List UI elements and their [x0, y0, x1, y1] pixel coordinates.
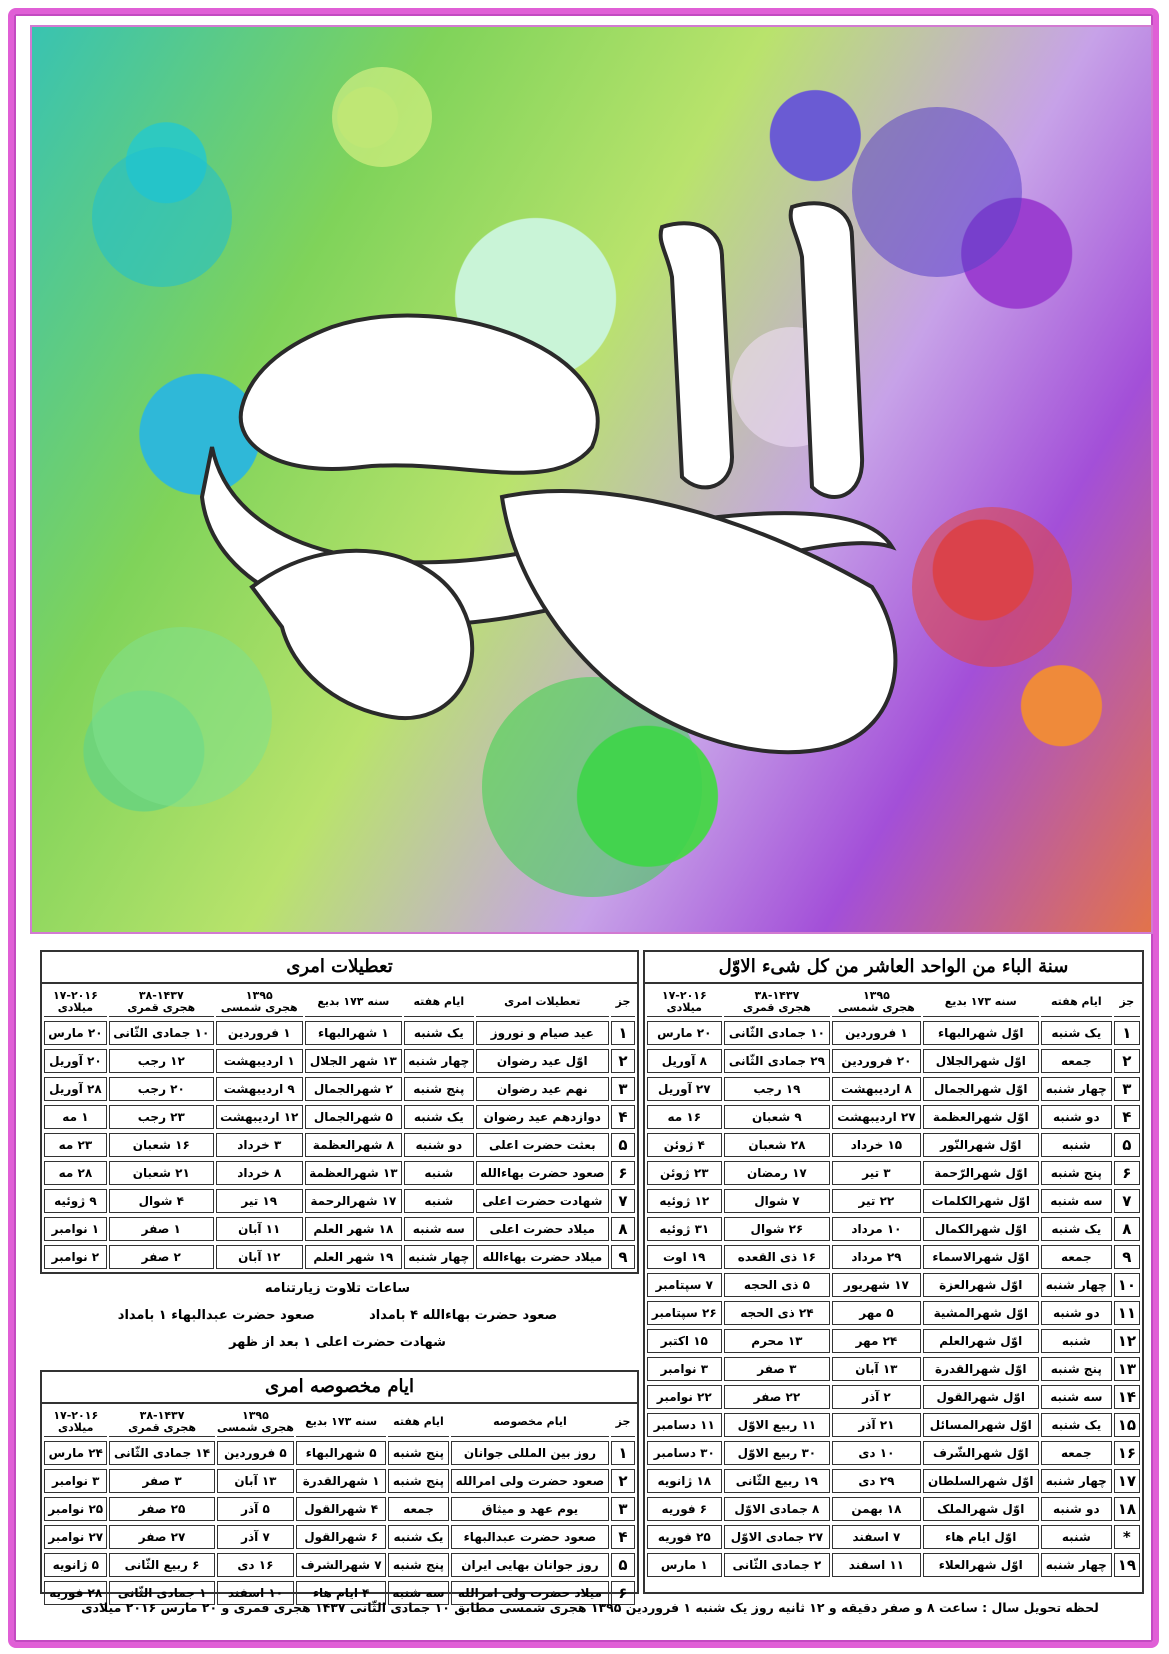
table-cell: ۱	[611, 1021, 635, 1045]
table-cell: ۲۷ اردیبهشت	[832, 1105, 920, 1129]
table-cell: ۲۸ فوریه	[44, 1581, 107, 1605]
table-cell: ۲۰ فروردین	[832, 1049, 920, 1073]
calendar-header: ۱۳۹۵ هجری شمسی	[832, 988, 920, 1017]
special_days-header: سنه ۱۷۳ بدیع	[296, 1408, 386, 1437]
table-cell: ۲۸ مه	[44, 1161, 107, 1185]
table-cell: ۵	[1114, 1133, 1140, 1157]
table-cell: ۱ شهرالقدرة	[296, 1469, 386, 1493]
table-cell: ۲ نوامبر	[44, 1245, 107, 1269]
table-cell: ۹	[611, 1245, 635, 1269]
table-cell: ۲۵ صفر	[109, 1497, 214, 1521]
table-cell: ۱۰ مرداد	[832, 1217, 920, 1241]
table-cell: ۱۲ رجب	[109, 1049, 214, 1073]
table-cell: ۳	[611, 1497, 635, 1521]
table-cell: ۱۸ بهمن	[832, 1497, 920, 1521]
table-cell: یک شنبه	[1041, 1217, 1112, 1241]
table-row	[44, 1245, 635, 1269]
table-cell: پنج شنبه	[1041, 1357, 1112, 1381]
table-cell: ۴	[611, 1525, 635, 1549]
special_days-header: ۳۸-۱۴۳۷ هجری قمری	[109, 1408, 214, 1437]
table-cell: چهار شنبه	[1041, 1469, 1112, 1493]
table-cell: ۱۸ ژانویه	[647, 1469, 722, 1493]
table-cell: جمعه	[1041, 1245, 1112, 1269]
table-cell: ۲۷ صفر	[109, 1525, 214, 1549]
special-days-panel	[40, 1370, 639, 1603]
table-row	[44, 1469, 635, 1493]
table-cell: ۳ تیر	[832, 1161, 920, 1185]
table-cell: ۸ خرداد	[216, 1161, 303, 1185]
table-cell: ۶	[611, 1161, 635, 1185]
table-cell: پنج شنبه	[404, 1077, 474, 1101]
holidays-header: ۱۷-۲۰۱۶ میلادی	[44, 988, 107, 1017]
table-cell: ۲	[611, 1049, 635, 1073]
table-cell: شهادت حضرت اعلی	[476, 1189, 609, 1213]
table-cell: ۱ فروردین	[832, 1021, 920, 1045]
table-cell: اوّل شهرالبهاء	[923, 1021, 1039, 1045]
table-cell: ۱۷	[1114, 1469, 1140, 1493]
table-cell: جمعه	[1041, 1441, 1112, 1465]
table-cell: ۱	[1114, 1021, 1140, 1045]
notes-line2: شهادت حضرت اعلی ۱ بعد از ظهر	[229, 1335, 446, 1350]
table-cell: یوم عهد و میثاق	[451, 1497, 609, 1521]
table-cell: ۷	[1114, 1189, 1140, 1213]
table-cell: ۵	[611, 1133, 635, 1157]
table-cell: ۱۳ آبان	[832, 1357, 920, 1381]
table-cell: ۲۳ ژوئن	[647, 1161, 722, 1185]
table-cell: ۲۹ دی	[832, 1469, 920, 1493]
table-cell: روز جوانان بهایی ایران	[451, 1553, 609, 1577]
table-cell: پنج شنبه	[388, 1441, 449, 1465]
table-cell: ۶ فوریه	[647, 1497, 722, 1521]
holidays-header: سنه ۱۷۳ بدیع	[305, 988, 402, 1017]
table-row	[44, 1497, 635, 1521]
special_days-header: ایام هفته	[388, 1408, 449, 1437]
table-cell: ۲۶ سپتامبر	[647, 1301, 722, 1325]
holidays-header: ۳۸-۱۴۳۷ هجری قمری	[109, 988, 214, 1017]
calendar-table	[645, 984, 1142, 1581]
table-cell: ۱ مه	[44, 1105, 107, 1129]
table-cell: ۳ خرداد	[216, 1133, 303, 1157]
table-cell: ۱ شهرالبهاء	[305, 1021, 402, 1045]
table-row	[44, 1105, 635, 1129]
table-cell: ۷ شوال	[724, 1189, 831, 1213]
calendar-header: سنه ۱۷۳ بدیع	[923, 988, 1039, 1017]
table-cell: ۳ صفر	[109, 1469, 214, 1493]
table-cell: ۸	[611, 1217, 635, 1241]
table-cell: ۱۰ جمادی الثّانی	[724, 1021, 831, 1045]
table-row	[44, 1161, 635, 1185]
table-cell: ۴	[611, 1105, 635, 1129]
table-cell: ۲۱ شعبان	[109, 1161, 214, 1185]
table-cell: ۱۳ شهرالعظمة	[305, 1161, 402, 1185]
table-cell: شنبه	[1041, 1133, 1112, 1157]
table-cell: ۵	[611, 1553, 635, 1577]
table-cell: ۲۷ آوریل	[647, 1077, 722, 1101]
table-cell: اوّل شهرالکلمات	[923, 1189, 1039, 1213]
table-cell: ۱۵	[1114, 1413, 1140, 1437]
table-cell: اوّل ایام هاء	[923, 1525, 1039, 1549]
table-cell: ۹ ژوئیه	[44, 1189, 107, 1213]
table-cell: ۱۱ آبان	[216, 1217, 303, 1241]
table-cell: اوّل شهرالشّرف	[923, 1441, 1039, 1465]
table-cell: ۴ ژوئن	[647, 1133, 722, 1157]
table-cell: ۲۲ صفر	[724, 1385, 831, 1409]
table-cell: ۱۷ شهریور	[832, 1273, 920, 1297]
table-cell: *	[1114, 1525, 1140, 1549]
recitation-notes	[40, 1275, 635, 1356]
table-cell: ۳	[611, 1077, 635, 1101]
table-cell: ۱۰	[1114, 1273, 1140, 1297]
table-cell: ۳۰ دسامبر	[647, 1441, 722, 1465]
table-row	[44, 1077, 635, 1101]
table-cell: ۱۶ شعبان	[109, 1133, 214, 1157]
table-cell: ۲۲ نوامبر	[647, 1385, 722, 1409]
table-cell: شنبه	[404, 1161, 474, 1185]
table-cell: اوّل شهرالنّور	[923, 1133, 1039, 1157]
special-days-table	[42, 1404, 637, 1609]
table-cell: ۲۷ نوامبر	[44, 1525, 107, 1549]
table-cell: ۲۳ رجب	[109, 1105, 214, 1129]
table-cell: ۵ فروردین	[217, 1441, 295, 1465]
table-cell: ۳۰ ربیع الاوّل	[724, 1441, 831, 1465]
table-cell: یک شنبه	[388, 1525, 449, 1549]
table-cell: ۲ صفر	[109, 1245, 214, 1269]
table-cell: ۱	[611, 1441, 635, 1465]
notes-line1-a: صعود حضرت بهاءالله ۴ بامداد	[369, 1308, 558, 1323]
table-cell: ۱۶ ذی القعده	[724, 1245, 831, 1269]
table-cell: ۱۹	[1114, 1553, 1140, 1577]
calendar-header: ۳۸-۱۴۳۷ هجری قمری	[724, 988, 831, 1017]
table-cell: اوّل شهرالقدرة	[923, 1357, 1039, 1381]
table-cell: ۱۹ تیر	[216, 1189, 303, 1213]
table-cell: ۲۵ فوریه	[647, 1525, 722, 1549]
table-cell: ۵ آذر	[217, 1497, 295, 1521]
table-cell: ۱۰ دی	[832, 1441, 920, 1465]
table-cell: ۱۹ رجب	[724, 1077, 831, 1101]
table-cell: ۱۰ اسفند	[217, 1581, 295, 1605]
table-cell: ۶	[611, 1581, 635, 1605]
table-cell: ۸ اردیبهشت	[832, 1077, 920, 1101]
table-cell: ۷ اسفند	[832, 1525, 920, 1549]
table-row	[647, 1105, 1140, 1129]
table-cell: دو شنبه	[404, 1133, 474, 1157]
table-cell: یک شنبه	[404, 1021, 474, 1045]
table-cell: دو شنبه	[1041, 1301, 1112, 1325]
table-cell: ۱۴	[1114, 1385, 1140, 1409]
calligraphy-image	[32, 27, 1151, 932]
table-cell: یک شنبه	[1041, 1021, 1112, 1045]
table-cell: ۱۹ ربیع الثّانی	[724, 1469, 831, 1493]
table-cell: اوّل شهرالملک	[923, 1497, 1039, 1521]
table-cell: ۲۰ مارس	[647, 1021, 722, 1045]
holidays-header: جز	[611, 988, 635, 1017]
table-cell: سه شنبه	[1041, 1385, 1112, 1409]
table-cell: اوّل شهرالجلال	[923, 1049, 1039, 1073]
table-cell: ۱ مارس	[647, 1553, 722, 1577]
table-cell: ۱۱ ربیع الاوّل	[724, 1413, 831, 1437]
table-row	[44, 1021, 635, 1045]
table-cell: ۲۰ مارس	[44, 1021, 107, 1045]
table-cell: ۱۷ رمضان	[724, 1161, 831, 1185]
table-cell: یک شنبه	[404, 1105, 474, 1129]
table-cell: سه شنبه	[1041, 1189, 1112, 1213]
table-cell: سه شنبه	[388, 1581, 449, 1605]
table-cell: جمعه	[388, 1497, 449, 1521]
table-cell: ۲۴ ذی الحجه	[724, 1301, 831, 1325]
table-cell: ۱۲ اردیبهشت	[216, 1105, 303, 1129]
table-cell: ۲۰ آوریل	[44, 1049, 107, 1073]
table-cell: ۲۸ آوریل	[44, 1077, 107, 1101]
table-cell: ۸ آوریل	[647, 1049, 722, 1073]
table-cell: ۲۴ مارس	[44, 1441, 107, 1465]
table-cell: ۱۱	[1114, 1301, 1140, 1325]
table-cell: سه شنبه	[404, 1217, 474, 1241]
holidays-title: تعطیلات امری	[42, 952, 637, 984]
table-row	[647, 1525, 1140, 1549]
table-cell: ۳ صفر	[724, 1357, 831, 1381]
table-cell: اوّل شهرالسلطان	[923, 1469, 1039, 1493]
table-cell: ۱۴ جمادی الثّانی	[109, 1441, 214, 1465]
table-cell: ۱۲ آبان	[216, 1245, 303, 1269]
table-cell: ۷ سپتامبر	[647, 1273, 722, 1297]
table-row	[647, 1385, 1140, 1409]
table-cell: ۲۹ مرداد	[832, 1245, 920, 1269]
table-row	[647, 1301, 1140, 1325]
table-cell: اوّل شهرالمسائل	[923, 1413, 1039, 1437]
table-row	[647, 1077, 1140, 1101]
table-cell: چهار شنبه	[1041, 1077, 1112, 1101]
table-cell: ۸ شهرالعظمة	[305, 1133, 402, 1157]
table-cell: ۱۷ شهرالرحمة	[305, 1189, 402, 1213]
calendar-panel	[643, 950, 1144, 1594]
table-cell: اوّل شهرالاسماء	[923, 1245, 1039, 1269]
table-cell: ۱۳	[1114, 1357, 1140, 1381]
table-cell: میلاد حضرت بهاءالله	[476, 1245, 609, 1269]
table-cell: ۱۸ شهر العلم	[305, 1217, 402, 1241]
special_days-header: ۱۷-۲۰۱۶ میلادی	[44, 1408, 107, 1437]
table-cell: چهار شنبه	[404, 1245, 474, 1269]
holidays-header: تعطیلات امری	[476, 988, 609, 1017]
table-cell: ۱۵ خرداد	[832, 1133, 920, 1157]
table-cell: ۱۶ دی	[217, 1553, 295, 1577]
table-row	[647, 1497, 1140, 1521]
table-cell: پنج شنبه	[388, 1469, 449, 1493]
table-row	[647, 1273, 1140, 1297]
table-cell: ۲۷ جمادی الاوّل	[724, 1525, 831, 1549]
table-row	[647, 1161, 1140, 1185]
table-cell: بعثت حضرت اعلی	[476, 1133, 609, 1157]
table-cell: ۲۲ تیر	[832, 1189, 920, 1213]
table-row	[44, 1189, 635, 1213]
table-row	[44, 1441, 635, 1465]
table-row	[647, 1357, 1140, 1381]
table-cell: ۱ اردیبهشت	[216, 1049, 303, 1073]
table-cell: چهار شنبه	[404, 1049, 474, 1073]
table-cell: ۴ شهرالقول	[296, 1497, 386, 1521]
table-cell: ۲۶ شوال	[724, 1217, 831, 1241]
table-row	[647, 1469, 1140, 1493]
table-cell: ۵ ژانویه	[44, 1553, 107, 1577]
table-cell: ۱۰ جمادی الثّانی	[109, 1021, 214, 1045]
table-cell: ۳ نوامبر	[44, 1469, 107, 1493]
table-cell: اوّل شهرالعزة	[923, 1273, 1039, 1297]
table-cell: ۱۳ محرم	[724, 1329, 831, 1353]
table-cell: ۴	[1114, 1105, 1140, 1129]
table-cell: ۹ اردیبهشت	[216, 1077, 303, 1101]
holidays-header: ۱۳۹۵ هجری شمسی	[216, 988, 303, 1017]
table-cell: ۷	[611, 1189, 635, 1213]
table-cell: ۱ جمادی الثّانی	[109, 1581, 214, 1605]
table-cell: ۴ شوال	[109, 1189, 214, 1213]
table-cell: ۱۳ آبان	[217, 1469, 295, 1493]
table-row	[647, 1245, 1140, 1269]
table-row	[44, 1525, 635, 1549]
notes-line1	[40, 1302, 635, 1329]
table-row	[647, 1133, 1140, 1157]
table-cell: ۲ شهرالجمال	[305, 1077, 402, 1101]
table-row	[44, 1049, 635, 1073]
calendar-title: سنة الباء من الواحد العاشر من کل شیء الاوّل	[645, 952, 1142, 984]
table-cell: ۱۶ مه	[647, 1105, 722, 1129]
table-cell: ۱۸	[1114, 1497, 1140, 1521]
table-cell: ۲	[611, 1469, 635, 1493]
table-row	[647, 1413, 1140, 1437]
header-artwork	[30, 25, 1153, 934]
table-cell: روز بین المللی جوانان	[451, 1441, 609, 1465]
holidays-panel	[40, 950, 639, 1274]
table-cell: ۸	[1114, 1217, 1140, 1241]
table-cell: جمعه	[1041, 1049, 1112, 1073]
special_days-header: جز	[611, 1408, 635, 1437]
table-row	[647, 1049, 1140, 1073]
table-cell: ۷ آذر	[217, 1525, 295, 1549]
table-row	[44, 1133, 635, 1157]
table-cell: اوّل عید رضوان	[476, 1049, 609, 1073]
table-cell: ۲۱ آذر	[832, 1413, 920, 1437]
table-cell: دو شنبه	[1041, 1105, 1112, 1129]
table-cell: شنبه	[404, 1189, 474, 1213]
table-cell: اوّل شهرالجمال	[923, 1077, 1039, 1101]
table-cell: ۲۰ رجب	[109, 1077, 214, 1101]
table-cell: ۲ جمادی الثّانی	[724, 1553, 831, 1577]
table-row	[44, 1217, 635, 1241]
table-cell: چهار شنبه	[1041, 1273, 1112, 1297]
special_days-header: ایام مخصوصه	[451, 1408, 609, 1437]
table-cell: صعود حضرت بهاءالله	[476, 1161, 609, 1185]
table-cell: ۲ آذر	[832, 1385, 920, 1409]
table-cell: ۱ فروردین	[216, 1021, 303, 1045]
calendar-header: ۱۷-۲۰۱۶ میلادی	[647, 988, 722, 1017]
table-cell: ۱۱ دسامبر	[647, 1413, 722, 1437]
table-cell: اوّل شهرالعظمة	[923, 1105, 1039, 1129]
table-cell: ۱۲ ژوئیه	[647, 1189, 722, 1213]
table-cell: اوّل شهرالمشیة	[923, 1301, 1039, 1325]
notes-heading: ساعات تلاوت زیارتنامه	[264, 1281, 411, 1296]
table-cell: ۵ ذی الحجه	[724, 1273, 831, 1297]
table-cell: اوّل شهرالکمال	[923, 1217, 1039, 1241]
table-cell: ۳۱ ژوئیه	[647, 1217, 722, 1241]
table-cell: ۵ شهرالبهاء	[296, 1441, 386, 1465]
calligraphy-text: یا بهاء الابهی	[589, 497, 595, 498]
holidays-header: ایام هفته	[404, 988, 474, 1017]
table-cell: ۱۹ شهر العلم	[305, 1245, 402, 1269]
table-cell: یک شنبه	[1041, 1413, 1112, 1437]
table-cell: اوّل شهرالرّحمة	[923, 1161, 1039, 1185]
special_days-header: ۱۳۹۵ هجری شمسی	[217, 1408, 295, 1437]
table-cell: ۱ نوامبر	[44, 1217, 107, 1241]
table-cell: ۶ ربیع الثّانی	[109, 1553, 214, 1577]
table-cell: میلاد حضرت اعلی	[476, 1217, 609, 1241]
table-cell: ۴ ایام هاء	[296, 1581, 386, 1605]
table-cell: عید صیام و نوروز	[476, 1021, 609, 1045]
table-cell: ۱۱ اسفند	[832, 1553, 920, 1577]
calendar-header: جز	[1114, 988, 1140, 1017]
holidays-table	[42, 984, 637, 1273]
table-cell: دو شنبه	[1041, 1497, 1112, 1521]
table-cell: ۹ شعبان	[724, 1105, 831, 1129]
table-cell: اوّل شهرالعلاء	[923, 1553, 1039, 1577]
table-cell: ۱۲	[1114, 1329, 1140, 1353]
table-cell: پنج شنبه	[388, 1553, 449, 1577]
table-cell: ۲۴ مهر	[832, 1329, 920, 1353]
table-cell: اوّل شهرالقول	[923, 1385, 1039, 1409]
table-cell: ۱۹ اوت	[647, 1245, 722, 1269]
table-cell: ۵ مهر	[832, 1301, 920, 1325]
table-cell: ۲۵ نوامبر	[44, 1497, 107, 1521]
table-cell: صعود حضرت ولی امرالله	[451, 1469, 609, 1493]
table-cell: ۵ شهرالجمال	[305, 1105, 402, 1129]
table-cell: ۱۵ اکتبر	[647, 1329, 722, 1353]
table-row	[647, 1553, 1140, 1577]
table-cell: چهار شنبه	[1041, 1553, 1112, 1577]
notes-line1-b: صعود حضرت عبدالبهاء ۱ بامداد	[117, 1308, 315, 1323]
table-cell: ۶ شهرالقول	[296, 1525, 386, 1549]
table-row	[647, 1441, 1140, 1465]
table-cell: ۳	[1114, 1077, 1140, 1101]
table-row	[647, 1217, 1140, 1241]
table-cell: پنج شنبه	[1041, 1161, 1112, 1185]
table-cell: دوازدهم عید رضوان	[476, 1105, 609, 1129]
table-cell: ۱۶	[1114, 1441, 1140, 1465]
table-row	[647, 1189, 1140, 1213]
table-cell: ۱ صفر	[109, 1217, 214, 1241]
table-cell: اوّل شهرالعلم	[923, 1329, 1039, 1353]
table-cell: ۲۸ شعبان	[724, 1133, 831, 1157]
table-row	[44, 1553, 635, 1577]
table-cell: میلاد حضرت ولی امرالله	[451, 1581, 609, 1605]
table-cell: ۹	[1114, 1245, 1140, 1269]
table-cell: ۳ نوامبر	[647, 1357, 722, 1381]
calendar-header: ایام هفته	[1041, 988, 1112, 1017]
table-cell: ۸ جمادی الاوّل	[724, 1497, 831, 1521]
special-days-title: ایام مخصوصه امری	[42, 1372, 637, 1404]
footer-note: لحظه تحویل سال : ساعت ۸ و صفر دقیقه و ۱۲ ثانیه روز یک شنبه ۱ فروردین ۱۳۹۵ هجری شمسی مطابق ۱۰ جمادی الثّانی ۱۴۳۷ هجری قمری و ۲۰ مارس ۲۰۱۶ میلادی	[81, 1600, 1099, 1615]
table-cell: ۶	[1114, 1161, 1140, 1185]
table-cell: ۲۳ مه	[44, 1133, 107, 1157]
table-row	[647, 1021, 1140, 1045]
table-cell: صعود حضرت عبدالبهاء	[451, 1525, 609, 1549]
table-cell: ۲۹ جمادی الثّانی	[724, 1049, 831, 1073]
table-row	[647, 1329, 1140, 1353]
table-cell: ۲	[1114, 1049, 1140, 1073]
table-cell: نهم عید رضوان	[476, 1077, 609, 1101]
table-cell: ۷ شهرالشرف	[296, 1553, 386, 1577]
table-cell: ۱۳ شهر الجلال	[305, 1049, 402, 1073]
table-cell: شنبه	[1041, 1329, 1112, 1353]
table-cell: شنبه	[1041, 1525, 1112, 1549]
